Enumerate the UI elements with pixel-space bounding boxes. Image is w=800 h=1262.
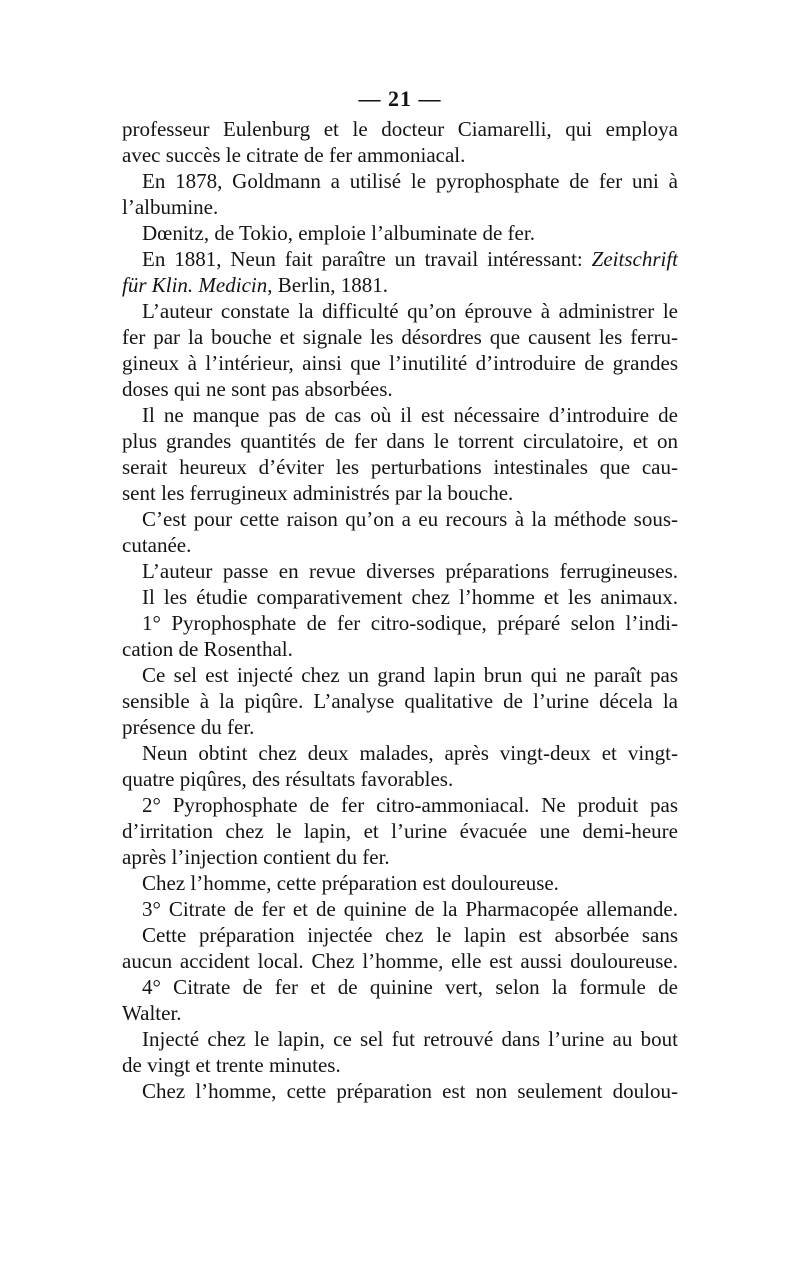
text-line: L’auteur passe en revue diverses préparations ferrugineuses.: [142, 559, 678, 583]
text-line: 1° Pyrophosphate de fer citro-sodique, préparé selon l’indi-: [142, 611, 678, 635]
text-line: 3° Citrate de fer et de quinine de la Pharmacopée allemande.: [142, 897, 678, 921]
text-line: après l’injection contient du fer.: [122, 845, 390, 869]
text-line: [122, 272, 678, 298]
text-line: plus grandes quantités de fer dans le torrent circulatoire, et on: [122, 429, 678, 453]
text-segment: En 1881, Neun fait paraître un travail intéressant:: [142, 247, 592, 271]
italic-segment: für Klin. Medicin: [122, 273, 268, 297]
text-line: Ce sel est injecté chez un grand lapin brun qui ne paraît pas: [142, 663, 678, 687]
text-line: [122, 246, 678, 272]
text-line: d’irritation chez le lapin, et l’urine évacuée une demi-heure: [122, 819, 678, 843]
text-line: doses qui ne sont pas absorbées.: [122, 377, 393, 401]
text-line: Il les étudie comparativement chez l’homme et les animaux.: [142, 585, 678, 609]
text-line: quatre piqûres, des résultats favorables.: [122, 767, 454, 791]
text-segment: , Berlin, 1881.: [267, 273, 388, 297]
text-line: avec succès le citrate de fer ammoniacal.: [122, 143, 466, 167]
text-line: Chez l’homme, cette préparation est douloureuse.: [142, 871, 559, 895]
text-line: sent les ferrugineux administrés par la bouche.: [122, 481, 514, 505]
body-text: [122, 116, 678, 1104]
text-line: l’albumine.: [122, 195, 219, 219]
text-line: Dœnitz, de Tokio, emploie l’albuminate de fer.: [142, 221, 535, 245]
text-line: serait heureux d’éviter les perturbations intestinales que cau-: [122, 455, 678, 479]
text-line: sensible à la piqûre. L’analyse qualitative de l’urine décela la: [122, 689, 678, 713]
text-line: cutanée.: [122, 533, 192, 557]
text-line: Injecté chez le lapin, ce sel fut retrouvé dans l’urine au bout: [142, 1027, 678, 1051]
text-line: Il ne manque pas de cas où il est nécessaire d’introduire de: [142, 403, 678, 427]
text-line: En 1878, Goldmann a utilisé le pyrophosphate de fer uni à: [142, 169, 678, 193]
italic-segment: Zeitschrift: [591, 247, 678, 271]
text-line: 2° Pyrophosphate de fer citro-ammoniacal. Ne produit pas: [142, 793, 678, 817]
page-number: — 21 —: [358, 86, 442, 111]
text-line: professeur Eulenburg et le docteur Ciamarelli, qui employa: [122, 117, 678, 141]
text-line: Neun obtint chez deux malades, après vingt-deux et vingt-: [142, 741, 678, 765]
text-line: de vingt et trente minutes.: [122, 1053, 341, 1077]
text-line: Cette préparation injectée chez le lapin est absorbée sans: [142, 923, 678, 947]
text-line: C’est pour cette raison qu’on a eu recours à la méthode sous-: [142, 507, 678, 531]
text-line: cation de Rosenthal.: [122, 637, 293, 661]
text-line: gineux à l’intérieur, ainsi que l’inutilité d’introduire de grandes: [122, 351, 678, 375]
text-line: L’auteur constate la difficulté qu’on éprouve à administrer le: [142, 299, 678, 323]
text-line: fer par la bouche et signale les désordres que causent les ferru-: [122, 325, 678, 349]
text-line: Walter.: [122, 1001, 182, 1025]
text-line: aucun accident local. Chez l’homme, elle est aussi douloureuse.: [122, 949, 678, 973]
text-line: 4° Citrate de fer et de quinine vert, selon la formule de: [142, 975, 678, 999]
text-line: présence du fer.: [122, 715, 255, 739]
text-line: Chez l’homme, cette préparation est non seulement doulou-: [142, 1079, 678, 1103]
